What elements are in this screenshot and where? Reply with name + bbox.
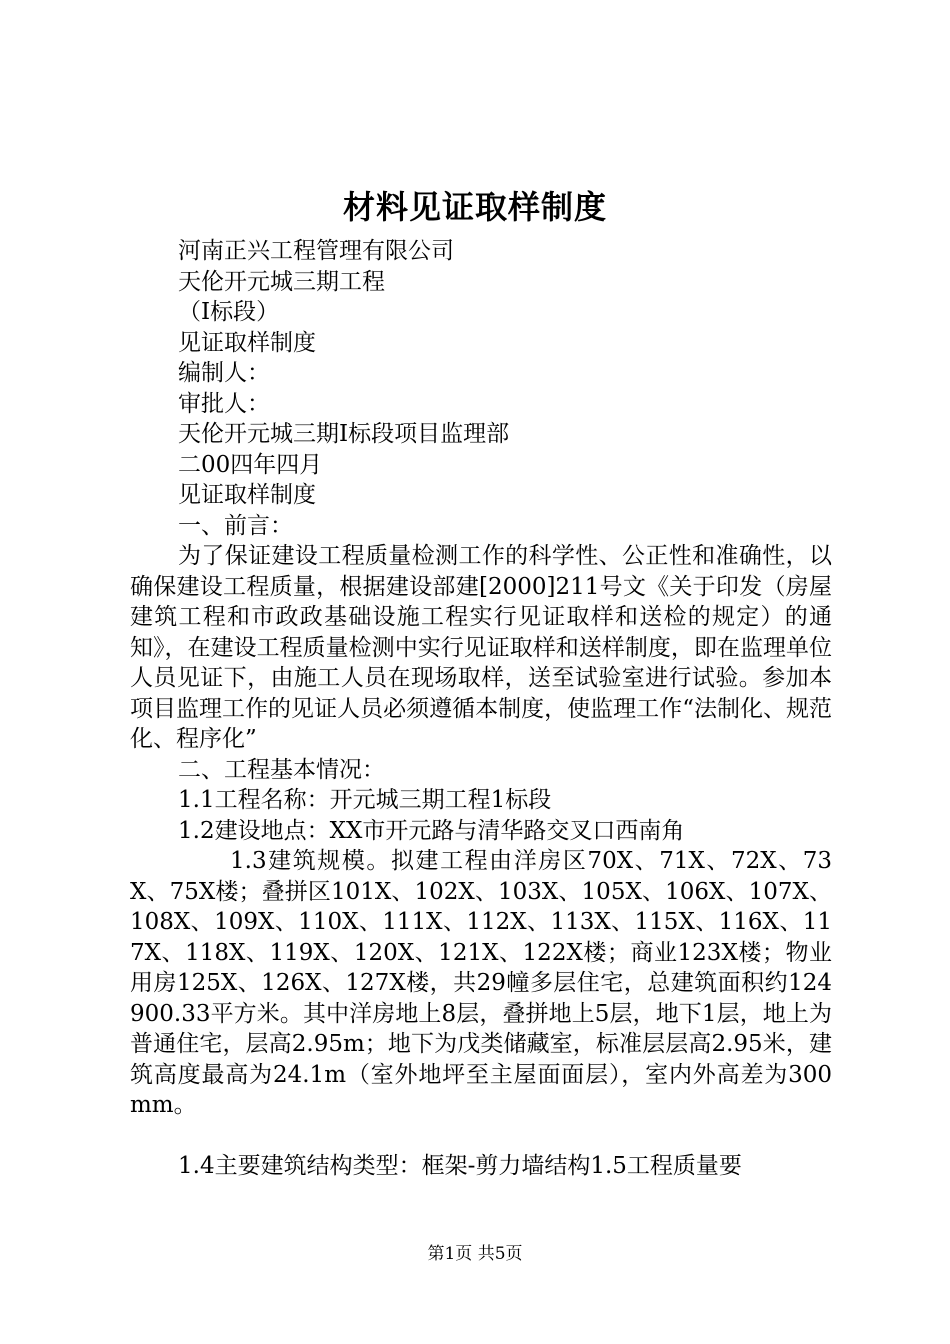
document-subject: 见证取样制度 xyxy=(178,329,316,356)
section-heading-project-info: 二、工程基本情况： xyxy=(178,756,385,783)
project-section: （Ⅰ标段） xyxy=(178,299,280,325)
structure-type-item: 1.4主要建筑结构类型：框架-剪力墙结构1.5工程质量要 xyxy=(178,1152,742,1179)
page-footer: 第1页 共5页 xyxy=(427,1244,523,1264)
section-heading-preface: 一、前言： xyxy=(178,512,293,539)
compiler-label: 编制人： xyxy=(178,360,270,386)
document-title: 材料见证取样制度 xyxy=(342,188,607,226)
issue-date: 二00四年四月 xyxy=(178,451,323,478)
document-body xyxy=(130,236,832,1181)
company-name: 河南正兴工程管理有限公司 xyxy=(178,238,454,264)
body-subject: 见证取样制度 xyxy=(178,482,316,508)
project-location-item: 1.2建设地点：XX市开元路与清华路交叉口西南角 xyxy=(178,817,685,844)
approver-label: 审批人： xyxy=(178,390,270,417)
project-name: 天伦开元城三期工程 xyxy=(178,268,385,295)
project-name-item: 1.1工程名称：开元城三期工程1标段 xyxy=(178,787,552,813)
preface-paragraph: 为了保证建设工程质量检测工作的科学性、公正性和准确性，以确保建设工程质量，根据建设部建[2000]211号文《关于印发（房屋建筑工程和市政政基础设施工程实行见证取样和送检的规定）的通知》，在建设工程质量检测中实行见证取样和送样制度，即在监理单位人员见证下，由施工人员在现场取样，送至试验室进行试验。参加本项目监理工作的见证人员必须遵循本制度，使监理工作“法制化、规范化、程序化” xyxy=(130,543,832,752)
building-scale-paragraph: 1.3建筑规模。拟建工程由洋房区70X、71X、72X、73X、75X楼；叠拼区101X、102X、103X、105X、106X、107X、108X、109X、110X、111X、112X、113X、115X、116X、117X、118X、119X、120X、121X、122X楼；商业123X楼；物业用房125X、126X、127X楼，共29幢多层住宅，总建筑面积约124900.33平方米。其中洋房地上8层，叠拼地上5层，地下1层，地上为普通住宅，层高2.95m；地下为戊类储藏室，标准层层高2.95米，建筑高度最高为24.1m（室外地坪至主屋面面层），室内外高差为300mm。 xyxy=(130,848,832,1118)
issuing-department: 天伦开元城三期Ⅰ标段项目监理部 xyxy=(178,421,510,447)
